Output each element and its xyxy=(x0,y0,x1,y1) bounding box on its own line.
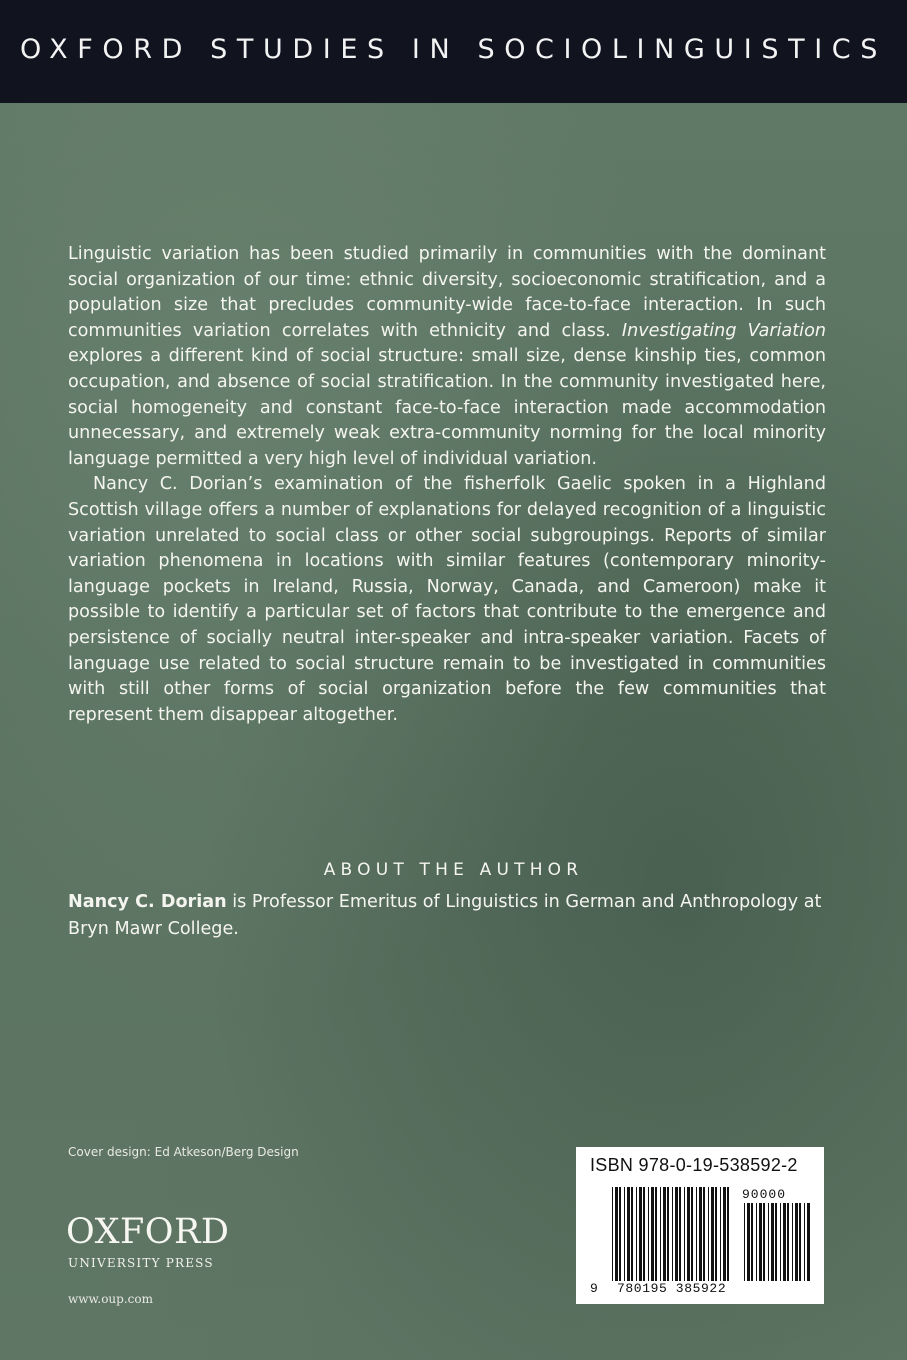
ean-bar xyxy=(648,1187,649,1281)
book-title-italic: Investigating Variation xyxy=(621,320,826,341)
author-bio: is Professor Emeritus of Linguistics in German and Anthropology at Bryn Mawr College. xyxy=(68,892,822,939)
addon-bar xyxy=(787,1203,789,1281)
series-band xyxy=(0,0,907,103)
ean-digits: 780195 385922 xyxy=(617,1281,727,1296)
ean-bar xyxy=(639,1187,642,1281)
barcode-panel xyxy=(576,1147,824,1304)
description-block xyxy=(68,242,826,728)
ean-bar xyxy=(691,1187,693,1281)
ean-bar xyxy=(660,1187,661,1281)
ean-bar xyxy=(627,1187,630,1281)
ean-bar xyxy=(667,1187,669,1281)
isbn-label: ISBN 978-0-19-538592-2 xyxy=(590,1155,798,1175)
ean-bar xyxy=(703,1187,705,1281)
ean-bar xyxy=(615,1187,618,1281)
ean-bar xyxy=(699,1187,702,1281)
addon-bar xyxy=(795,1203,798,1281)
ean-bar xyxy=(643,1187,645,1281)
price-addon-digits: 90000 xyxy=(742,1187,787,1202)
description-p1-end: explores a different kind of social structure: small size, dense kinship ties, common occupation, and absence of social stratification. In the community investigated here, social homogeneity and constant face-to-face interaction made accommodation unnecessary, and extremely weak extra-community norming for the local minority language permitted a very high level of individual variation. xyxy=(68,346,826,469)
author-name: Nancy C. Dorian xyxy=(68,892,227,912)
ean-bar xyxy=(687,1187,690,1281)
about-author-heading: ABOUT THE AUTHOR xyxy=(323,860,584,880)
addon-bar xyxy=(744,1203,745,1281)
addon-bar xyxy=(763,1203,765,1281)
ean-bar xyxy=(651,1187,654,1281)
ean-bar xyxy=(708,1187,709,1281)
addon-bar xyxy=(804,1203,805,1281)
addon-bar xyxy=(799,1203,801,1281)
publisher-website: www.oup.com xyxy=(68,1292,153,1306)
description-p1-start: Linguistic variation has been studied primarily in communities with the dominant social organization of our time: ethnic diversity, socioeconomic stratification, and a population size that precludes community-wide face-to-face interaction. In such communities variation correlates with ethnicity and class. xyxy=(68,244,826,341)
ean-bar xyxy=(631,1187,633,1281)
ean-bar xyxy=(663,1187,666,1281)
ean-bar xyxy=(675,1187,678,1281)
ean-bar xyxy=(679,1187,681,1281)
ean-bar xyxy=(727,1187,729,1281)
addon-bar xyxy=(768,1203,769,1281)
about-author-text xyxy=(68,889,830,943)
cover-design-credit: Cover design: Ed Atkeson/Berg Design xyxy=(68,1145,299,1159)
ean-bar xyxy=(696,1187,697,1281)
ean-bar xyxy=(624,1187,625,1281)
oxford-logo: OXFORD xyxy=(66,1212,230,1252)
addon-bar xyxy=(775,1203,777,1281)
ean-bar xyxy=(612,1187,613,1281)
addon-bar xyxy=(807,1203,810,1281)
ean-first-digit: 9 xyxy=(590,1281,598,1296)
ean-bar xyxy=(711,1187,714,1281)
ean-bar xyxy=(655,1187,657,1281)
addon-bar xyxy=(780,1203,781,1281)
ean-bar xyxy=(619,1187,621,1281)
description-paragraph-2: Nancy C. Dorian’s examination of the fisherfolk Gaelic spoken in a Highland Scottish village offers a number of explanations for delayed recognition of a linguistic variation unrelated to social class or other social subgroupings. Reports of similar variation phenomena in locations with similar features (contemporary minority-language pockets in Ireland, Russia, Norway, Canada, and Cameroon) make it possible to identify a particular set of factors that contribute to the emergence and persistence of socially neutral inter-speaker and intra-speaker variation. Facets of language use related to social structure remain to be investigated in communities with still other forms of social organization before the few communities that represent them disappear altogether. xyxy=(68,474,826,725)
ean-bar xyxy=(720,1187,721,1281)
ean-bar xyxy=(723,1187,726,1281)
addon-bar xyxy=(771,1203,774,1281)
addon-bar xyxy=(751,1203,753,1281)
ean-bar xyxy=(636,1187,637,1281)
ean-bar xyxy=(672,1187,673,1281)
addon-bar xyxy=(747,1203,750,1281)
series-title: OXFORD STUDIES IN SOCIOLINGUISTICS xyxy=(20,34,887,65)
description-paragraph-1 xyxy=(68,242,826,472)
addon-bar xyxy=(759,1203,762,1281)
addon-bar xyxy=(783,1203,786,1281)
ean-bar xyxy=(715,1187,717,1281)
addon-bar xyxy=(756,1203,757,1281)
addon-bar xyxy=(792,1203,793,1281)
university-press-label: UNIVERSITY PRESS xyxy=(68,1256,214,1270)
ean-bar xyxy=(684,1187,685,1281)
